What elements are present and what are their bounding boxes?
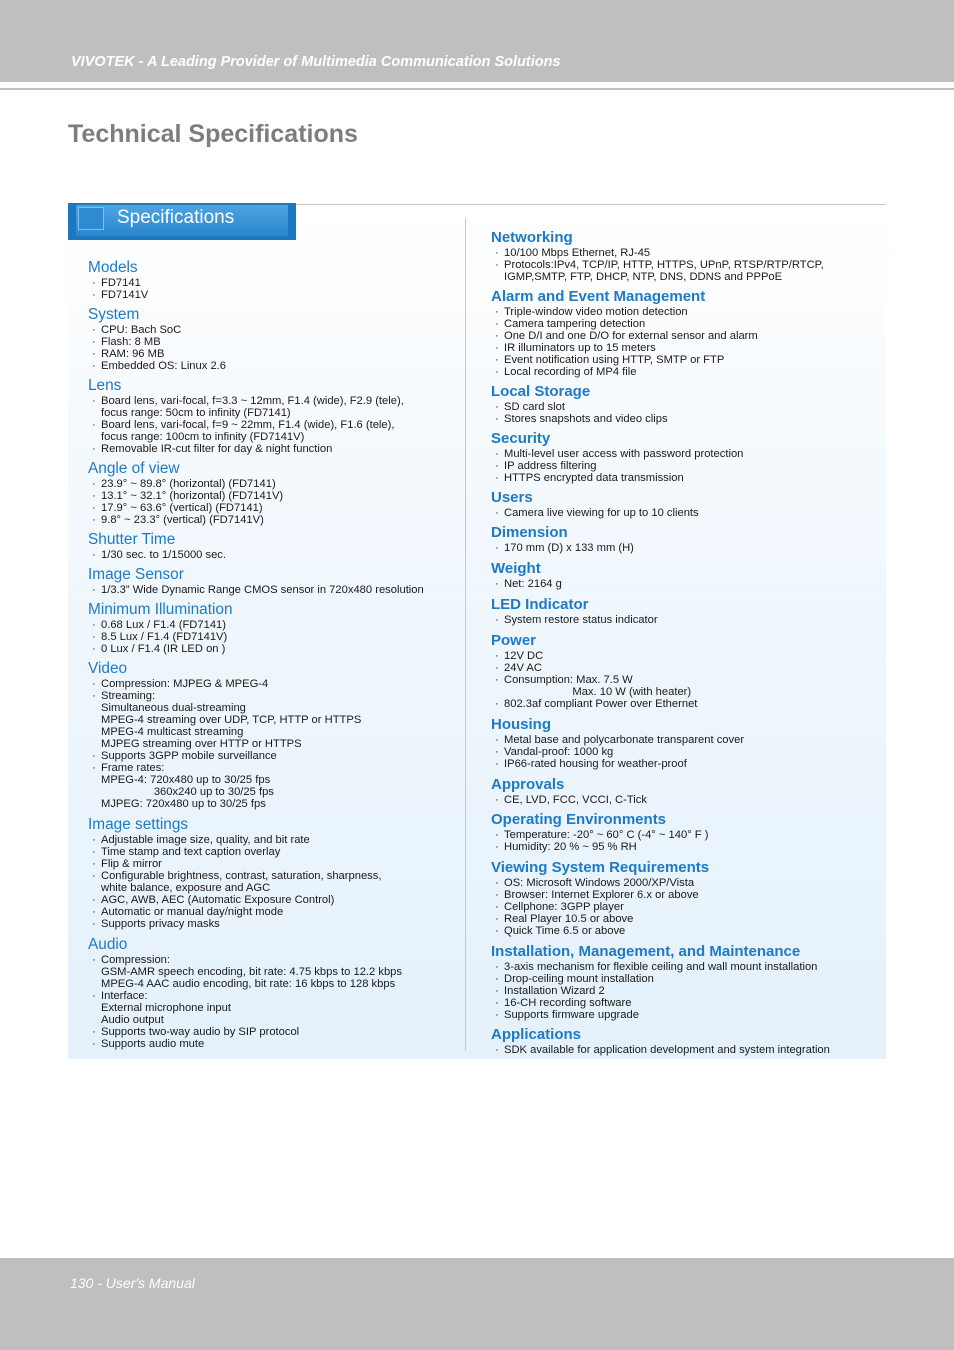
- spec-item: · IP address filtering: [491, 460, 883, 472]
- spec-list: [491, 507, 883, 519]
- spec-item: · Streaming:: [88, 690, 468, 702]
- spec-item: · Flash: 8 MB: [88, 336, 468, 348]
- section-title: Local Storage: [491, 383, 591, 400]
- spec-list: [88, 954, 468, 1050]
- spec-section-alarm-and-event-management: [491, 288, 883, 378]
- spec-item: · FD7141V: [88, 289, 468, 301]
- footer-bar: [0, 1258, 954, 1350]
- spec-list: [88, 549, 468, 561]
- spec-item: · Supports audio mute: [88, 1038, 468, 1050]
- spec-item: · Camera tampering detection: [491, 318, 883, 330]
- spec-item-continuation: MPEG-4 AAC audio encoding, bit rate: 16 kbps to 128 kbps: [101, 978, 396, 990]
- spec-list: [491, 961, 883, 1021]
- square-icon: [78, 207, 104, 230]
- spec-list: [491, 247, 883, 283]
- spec-item: · 0.68 Lux / F1.4 (FD7141): [88, 619, 468, 631]
- spec-item: · Embedded OS: Linux 2.6: [88, 360, 468, 372]
- spec-list: [88, 678, 468, 810]
- spec-section-viewing-system-requirements: [491, 859, 883, 937]
- section-title: Applications: [491, 1026, 582, 1043]
- section-title: Models: [88, 259, 138, 276]
- spec-section-approvals: [491, 776, 883, 806]
- section-title: Power: [491, 632, 537, 649]
- spec-item: · 170 mm (D) x 133 mm (H): [491, 542, 883, 554]
- spec-section-lens: [88, 377, 468, 455]
- spec-item: · 8.5 Lux / F1.4 (FD7141V): [88, 631, 468, 643]
- spec-section-power: [491, 632, 883, 710]
- spec-item-continuation: MPEG-4 multicast streaming: [101, 726, 244, 738]
- spec-item-continuation: white balance, exposure and AGC: [101, 882, 271, 894]
- spec-section-image-sensor: [88, 566, 468, 596]
- spec-item: · Temperature: -20° ~ 60° C (-4° ~ 140° F ): [491, 829, 883, 841]
- spec-item: · Quick Time 6.5 or above: [491, 925, 883, 937]
- spec-item: · 1/3.3” Wide Dynamic Range CMOS sensor in 720x480 resolution: [88, 584, 468, 596]
- section-title: Networking: [491, 229, 573, 246]
- section-title: Alarm and Event Management: [491, 288, 706, 305]
- header-tagline: VIVOTEK - A Leading Provider of Multimedia Communication Solutions: [71, 54, 561, 70]
- spec-item: · FD7141: [88, 277, 468, 289]
- spec-list: [491, 614, 883, 626]
- section-title: Audio: [88, 936, 128, 953]
- section-title: Users: [491, 489, 533, 506]
- spec-item: · Adjustable image size, quality, and bit rate: [88, 834, 468, 846]
- spec-item: · Compression: MJPEG & MPEG-4: [88, 678, 468, 690]
- spec-item: · Consumption: Max. 7.5 W: [491, 674, 883, 686]
- spec-item: · Real Player 10.5 or above: [491, 913, 883, 925]
- spec-item: · IR illuminators up to 15 meters: [491, 342, 883, 354]
- spec-list: [491, 401, 883, 425]
- spec-item: · 16-CH recording software: [491, 997, 883, 1009]
- section-title: LED Indicator: [491, 596, 589, 613]
- spec-item: · 10/100 Mbps Ethernet, RJ-45: [491, 247, 883, 259]
- spec-item: · Multi-level user access with password protection: [491, 448, 883, 460]
- spec-item: · 12V DC: [491, 650, 883, 662]
- spec-section-angle-of-view: [88, 460, 468, 526]
- spec-item: · OS: Microsoft Windows 2000/XP/Vista: [491, 877, 883, 889]
- spec-section-system: [88, 306, 468, 372]
- section-title: Lens: [88, 377, 122, 394]
- spec-item: · Installation Wizard 2: [491, 985, 883, 997]
- footer-page-label: 130 - User's Manual: [70, 1275, 195, 1291]
- spec-item-continuation: Simultaneous dual-streaming: [101, 702, 246, 714]
- spec-item: · Metal base and polycarbonate transparent cover: [491, 734, 883, 746]
- spec-item: · 0 Lux / F1.4 (IR LED on ): [88, 643, 468, 655]
- spec-item: · SDK available for application development and system integration: [491, 1044, 883, 1056]
- section-title: System: [88, 306, 140, 323]
- spec-item: · Net: 2164 g: [491, 578, 883, 590]
- spec-item: · AGC, AWB, AEC (Automatic Exposure Control): [88, 894, 468, 906]
- spec-item-continuation: MPEG-4 streaming over UDP, TCP, HTTP or HTTPS: [101, 714, 362, 726]
- spec-list: [88, 478, 468, 526]
- spec-item: · Triple-window video motion detection: [491, 306, 883, 318]
- section-title: Viewing System Requirements: [491, 859, 710, 876]
- spec-item: · Supports firmware upgrade: [491, 1009, 883, 1021]
- spec-item: · Drop-ceiling mount installation: [491, 973, 883, 985]
- spec-list: [491, 650, 883, 710]
- spec-item-continuation: 360x240 up to 30/25 fps: [101, 786, 274, 798]
- spec-item-continuation: GSM-AMR speech encoding, bit rate: 4.75 kbps to 12.2 kbps: [101, 966, 402, 978]
- spec-item: · CPU: Bach SoC: [88, 324, 468, 336]
- spec-item: · Board lens, vari-focal, f=3.3 ~ 12mm, F1.4 (wide), F2.9 (tele),: [88, 395, 468, 407]
- spec-item: · Compression:: [88, 954, 468, 966]
- section-title: Dimension: [491, 524, 568, 541]
- spec-item: · Frame rates:: [88, 762, 468, 774]
- spec-item-continuation: Audio output: [101, 1014, 164, 1026]
- section-divider: [296, 204, 886, 205]
- right-spec-column: [491, 229, 883, 1056]
- spec-item-continuation: focus range: 50cm to infinity (FD7141): [101, 407, 291, 419]
- spec-section-image-settings: [88, 816, 468, 930]
- spec-section-models: [88, 259, 468, 301]
- spec-item: · 17.9° ~ 63.6° (vertical) (FD7141): [88, 502, 468, 514]
- spec-list: [88, 277, 468, 301]
- spec-section-led-indicator: [491, 596, 883, 626]
- spec-list: [491, 542, 883, 554]
- section-title: Weight: [491, 560, 541, 577]
- section-title: Minimum Illumination: [88, 601, 233, 618]
- spec-section-operating-environments: [491, 811, 883, 853]
- spec-item: · Interface:: [88, 990, 468, 1002]
- spec-list: [88, 834, 468, 930]
- spec-item-continuation: MJPEG: 720x480 up to 30/25 fps: [101, 798, 266, 810]
- spec-item: · Supports two-way audio by SIP protocol: [88, 1026, 468, 1038]
- spec-list: [491, 448, 883, 484]
- spec-item-continuation: focus range: 100cm to infinity (FD7141V): [101, 431, 305, 443]
- spec-item: · Vandal-proof: 1000 kg: [491, 746, 883, 758]
- spec-item: · Stores snapshots and video clips: [491, 413, 883, 425]
- spec-item: · Local recording of MP4 file: [491, 366, 883, 378]
- spec-item: · IP66-rated housing for weather-proof: [491, 758, 883, 770]
- section-title: Operating Environments: [491, 811, 667, 828]
- spec-section-installation-management-and-maintenance: [491, 943, 883, 1021]
- spec-item-continuation: MPEG-4: 720x480 up to 30/25 fps: [101, 774, 271, 786]
- spec-section-video: [88, 660, 468, 810]
- spec-item: · Flip & mirror: [88, 858, 468, 870]
- spec-list: [491, 306, 883, 378]
- spec-item: · 1/30 sec. to 1/15000 sec.: [88, 549, 468, 561]
- spec-list: [88, 395, 468, 455]
- spec-item: · Humidity: 20 % ~ 95 % RH: [491, 841, 883, 853]
- spec-item: · HTTPS encrypted data transmission: [491, 472, 883, 484]
- spec-list: [491, 578, 883, 590]
- spec-item: · 3-axis mechanism for flexible ceiling and wall mount installation: [491, 961, 883, 973]
- spec-list: [491, 1044, 883, 1056]
- spec-item: · 23.9° ~ 89.8° (horizontal) (FD7141): [88, 478, 468, 490]
- spec-list: [491, 877, 883, 937]
- section-title: Approvals: [491, 776, 565, 793]
- section-title: Image settings: [88, 816, 189, 833]
- header-divider: [0, 88, 954, 90]
- spec-section-audio: [88, 936, 468, 1050]
- section-title: Video: [88, 660, 128, 677]
- spec-item: · Camera live viewing for up to 10 clients: [491, 507, 883, 519]
- spec-section-weight: [491, 560, 883, 590]
- spec-section-security: [491, 430, 883, 484]
- spec-tab-label: Specifications: [117, 207, 235, 228]
- left-spec-column: [88, 259, 468, 1050]
- spec-item: · Supports 3GPP mobile surveillance: [88, 750, 468, 762]
- spec-item-continuation: Max. 10 W (with heater): [504, 686, 692, 698]
- section-title: Installation, Management, and Maintenance: [491, 943, 801, 960]
- spec-list: [88, 584, 468, 596]
- section-title: Image Sensor: [88, 566, 184, 583]
- section-title: Shutter Time: [88, 531, 176, 548]
- spec-section-housing: [491, 716, 883, 770]
- section-title: Security: [491, 430, 551, 447]
- spec-item: · Board lens, vari-focal, f=9 ~ 22mm, F1.4 (wide), F1.6 (tele),: [88, 419, 468, 431]
- spec-item-continuation: MJPEG streaming over HTTP or HTTPS: [101, 738, 302, 750]
- spec-item: · 9.8° ~ 23.3° (vertical) (FD7141V): [88, 514, 468, 526]
- spec-item: · CE, LVD, FCC, VCCI, C-Tick: [491, 794, 883, 806]
- spec-item: · 13.1° ~ 32.1° (horizontal) (FD7141V): [88, 490, 468, 502]
- spec-item: · Cellphone: 3GPP player: [491, 901, 883, 913]
- section-title: Housing: [491, 716, 551, 733]
- spec-section-minimum-illumination: [88, 601, 468, 655]
- spec-item: · Configurable brightness, contrast, saturation, sharpness,: [88, 870, 468, 882]
- spec-item: · Event notification using HTTP, SMTP or FTP: [491, 354, 883, 366]
- spec-item-continuation: IGMP,SMTP, FTP, DHCP, NTP, DNS, DDNS and PPPoE: [504, 271, 783, 283]
- spec-item: · Protocols:IPv4, TCP/IP, HTTP, HTTPS, UPnP, RTSP/RTP/RTCP,: [491, 259, 883, 271]
- spec-section-applications: [491, 1026, 883, 1056]
- spec-section-local-storage: [491, 383, 883, 425]
- spec-item: · Time stamp and text caption overlay: [88, 846, 468, 858]
- spec-section-shutter-time: [88, 531, 468, 561]
- page-title: Technical Specifications: [68, 120, 358, 148]
- section-title: Angle of view: [88, 460, 180, 477]
- spec-item: · Supports privacy masks: [88, 918, 468, 930]
- spec-list: [88, 619, 468, 655]
- spec-item: · RAM: 96 MB: [88, 348, 468, 360]
- spec-item: · SD card slot: [491, 401, 883, 413]
- spec-list: [491, 734, 883, 770]
- spec-item: · 802.3af compliant Power over Ethernet: [491, 698, 883, 710]
- spec-list: [88, 324, 468, 372]
- spec-item: · System restore status indicator: [491, 614, 883, 626]
- spec-item: · Automatic or manual day/night mode: [88, 906, 468, 918]
- spec-section-networking: [491, 229, 883, 283]
- spec-section-users: [491, 489, 883, 519]
- spec-section-dimension: [491, 524, 883, 554]
- spec-list: [491, 829, 883, 853]
- spec-item-continuation: External microphone input: [101, 1002, 231, 1014]
- spec-item: · 24V AC: [491, 662, 883, 674]
- spec-item: · One D/I and one D/O for external sensor and alarm: [491, 330, 883, 342]
- spec-list: [491, 794, 883, 806]
- spec-item: · Removable IR-cut filter for day & night function: [88, 443, 468, 455]
- spec-item: · Browser: Internet Explorer 6.x or above: [491, 889, 883, 901]
